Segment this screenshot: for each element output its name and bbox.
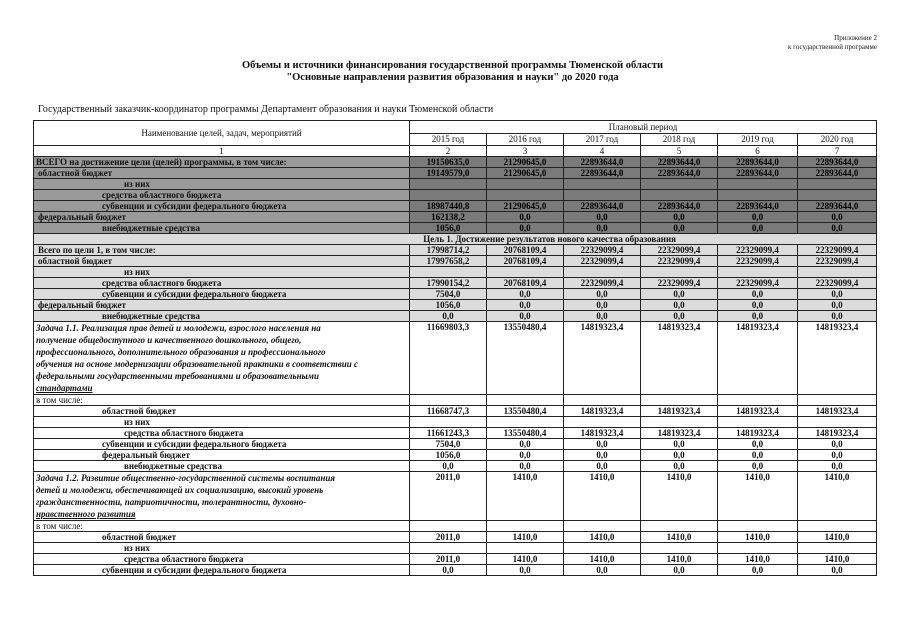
value-cell: 14819323,4 — [641, 406, 718, 417]
value-cell: 1410,0 — [564, 554, 641, 565]
task-text-line: профессионального, дополнительного образования и профессионального — [36, 347, 326, 357]
value-cell — [487, 417, 564, 428]
value-cell: 22893644,0 — [798, 201, 877, 212]
empty-cell — [487, 395, 564, 406]
value-cell: 0,0 — [798, 289, 877, 300]
value-cell: 14819323,4 — [798, 406, 877, 417]
year-header: 2016 год — [487, 133, 564, 146]
header-row-1 — [34, 121, 877, 134]
row-label: средства областного бюджета — [34, 428, 410, 439]
task-text-line: стандартами — [36, 383, 93, 393]
value-cell: 14819323,4 — [718, 428, 798, 439]
value-cell: 0,0 — [641, 300, 718, 311]
value-cell: 20768109,4 — [487, 256, 564, 267]
column-number: 3 — [487, 146, 564, 157]
value-cell: 22329099,4 — [564, 278, 641, 289]
value-cell: 0,0 — [718, 300, 798, 311]
task-breakdown-row — [34, 417, 877, 428]
value-cell: 0,0 — [564, 289, 641, 300]
row-label: средства областного бюджета — [34, 554, 410, 565]
row-label: средства областного бюджета — [34, 190, 410, 201]
value-cell: 22329099,4 — [798, 278, 877, 289]
value-cell: 0,0 — [641, 439, 718, 450]
value-cell: 1410,0 — [798, 472, 877, 521]
empty-cell — [641, 395, 718, 406]
value-cell: 0,0 — [641, 565, 718, 576]
value-cell — [410, 190, 487, 201]
task-text-line: Задача 1.2. Развитие общественно-государственной системы воспитания — [36, 473, 336, 483]
value-cell: 14819323,4 — [798, 428, 877, 439]
value-cell: 0,0 — [798, 439, 877, 450]
value-cell: 0,0 — [410, 311, 487, 322]
empty-cell — [410, 521, 487, 532]
task-breakdown-row — [34, 532, 877, 543]
value-cell: 0,0 — [487, 461, 564, 472]
value-cell: 0,0 — [564, 565, 641, 576]
value-cell: 162138,2 — [410, 212, 487, 223]
document-title — [0, 60, 905, 84]
value-cell — [718, 417, 798, 428]
value-cell: 2011,0 — [410, 532, 487, 543]
row-label: Всего по цели 1, в том числе: — [34, 245, 410, 256]
including-row — [34, 395, 877, 406]
total-breakdown-row — [34, 179, 877, 190]
task-description — [34, 472, 410, 521]
value-cell: 0,0 — [641, 289, 718, 300]
value-cell — [564, 543, 641, 554]
value-cell: 1410,0 — [564, 532, 641, 543]
value-cell — [718, 543, 798, 554]
value-cell: 22893644,0 — [718, 157, 798, 168]
task-breakdown-row — [34, 450, 877, 461]
value-cell: 1410,0 — [487, 472, 564, 521]
row-label: из них — [34, 543, 410, 554]
value-cell: 22893644,0 — [798, 168, 877, 179]
value-cell — [487, 543, 564, 554]
value-cell: 19150635,0 — [410, 157, 487, 168]
row-label: федеральный бюджет — [34, 450, 410, 461]
empty-cell — [564, 521, 641, 532]
column-number: 5 — [641, 146, 718, 157]
value-cell: 0,0 — [718, 439, 798, 450]
task-text-line: гражданственности, патриотичности, толерантности, духовно- — [36, 497, 307, 507]
value-cell: 13550480,4 — [487, 428, 564, 439]
value-cell: 1410,0 — [798, 532, 877, 543]
value-cell: 0,0 — [487, 289, 564, 300]
table-body — [34, 121, 877, 576]
value-cell: 22329099,4 — [564, 256, 641, 267]
customer-line: Государственный заказчик-координатор программы Департамент образования и науки Тюменской области — [38, 104, 494, 115]
row-label: средства областного бюджета — [34, 278, 410, 289]
empty-cell — [487, 521, 564, 532]
year-header: 2018 год — [641, 133, 718, 146]
row-label: субвенции и субсидии федерального бюджета — [34, 201, 410, 212]
value-cell: 14819323,4 — [718, 322, 798, 395]
title-line-2: "Основные направления развития образования и науки" до 2020 года — [286, 72, 619, 83]
value-cell: 1056,0 — [410, 223, 487, 234]
value-cell: 0,0 — [798, 461, 877, 472]
including-label: в том числе: — [34, 521, 410, 532]
goal-total-row — [34, 245, 877, 256]
value-cell: 0,0 — [718, 565, 798, 576]
value-cell — [641, 179, 718, 190]
financing-table — [33, 120, 877, 576]
task-text-line: федеральными государственными требованиями и образовательными — [36, 371, 319, 381]
value-cell: 0,0 — [798, 450, 877, 461]
goal-breakdown-row — [34, 267, 877, 278]
value-cell: 0,0 — [487, 439, 564, 450]
value-cell: 22893644,0 — [798, 157, 877, 168]
value-cell: 14819323,4 — [798, 322, 877, 395]
column-number: 1 — [34, 146, 410, 157]
task-text-line: Задача 1.1. Реализация прав детей и молодежи, взрослого населения на — [36, 323, 321, 333]
value-cell: 2011,0 — [410, 472, 487, 521]
task-row — [34, 322, 877, 395]
title-line-1: Объемы и источники финансирования государственной программы Тюменской области — [241, 60, 664, 71]
row-label: федеральный бюджет — [34, 212, 410, 223]
column-number-row — [34, 146, 877, 157]
value-cell: 20768109,4 — [487, 278, 564, 289]
row-label: федеральный бюджет — [34, 300, 410, 311]
value-cell: 22893644,0 — [564, 201, 641, 212]
value-cell — [718, 267, 798, 278]
column-number: 4 — [564, 146, 641, 157]
value-cell: 0,0 — [487, 565, 564, 576]
value-cell: 13550480,4 — [487, 322, 564, 395]
column-number: 6 — [718, 146, 798, 157]
task-text-line: получение общедоступного и качественного дошкольного, общего, — [36, 335, 302, 345]
value-cell: 21290645,0 — [487, 168, 564, 179]
value-cell: 0,0 — [798, 565, 877, 576]
value-cell: 17990154,2 — [410, 278, 487, 289]
value-cell: 22329099,4 — [798, 245, 877, 256]
value-cell: 11668747,3 — [410, 406, 487, 417]
value-cell: 7504,0 — [410, 289, 487, 300]
task-text-line: обучения на основе модернизации образовательной практики в соответствии с — [36, 359, 359, 369]
value-cell: 2011,0 — [410, 554, 487, 565]
value-cell: 19149579,0 — [410, 168, 487, 179]
value-cell: 21290645,0 — [487, 157, 564, 168]
value-cell: 0,0 — [718, 311, 798, 322]
value-cell — [798, 267, 877, 278]
task-breakdown-row — [34, 543, 877, 554]
value-cell — [410, 179, 487, 190]
value-cell: 0,0 — [718, 212, 798, 223]
total-breakdown-row — [34, 201, 877, 212]
value-cell: 14819323,4 — [718, 406, 798, 417]
value-cell: 0,0 — [798, 223, 877, 234]
value-cell: 22893644,0 — [641, 157, 718, 168]
appendix-line-2: к государственной программе — [788, 43, 877, 51]
total-breakdown-row — [34, 168, 877, 179]
value-cell: 18987440,8 — [410, 201, 487, 212]
value-cell: 1410,0 — [487, 532, 564, 543]
value-cell: 1410,0 — [718, 532, 798, 543]
value-cell: 7504,0 — [410, 439, 487, 450]
value-cell: 22893644,0 — [641, 168, 718, 179]
row-label: ВСЕГО на достижение цели (целей) программы, в том числе: — [34, 157, 410, 168]
value-cell: 0,0 — [564, 300, 641, 311]
value-cell — [564, 417, 641, 428]
goal-breakdown-row — [34, 300, 877, 311]
row-label: субвенции и субсидии федерального бюджета — [34, 565, 410, 576]
value-cell — [487, 190, 564, 201]
goal-label: Цель 1. Достижение результатов нового качества образования — [34, 234, 877, 245]
year-header: 2015 год — [410, 133, 487, 146]
value-cell — [798, 417, 877, 428]
value-cell: 0,0 — [718, 450, 798, 461]
goal-row — [34, 234, 877, 245]
value-cell: 22329099,4 — [641, 245, 718, 256]
total-row — [34, 157, 877, 168]
empty-cell — [718, 395, 798, 406]
value-cell: 0,0 — [641, 212, 718, 223]
value-cell: 0,0 — [487, 223, 564, 234]
value-cell: 0,0 — [564, 311, 641, 322]
row-label: внебюджетные средства — [34, 311, 410, 322]
value-cell: 17997658,2 — [410, 256, 487, 267]
row-label: из них — [34, 267, 410, 278]
row-label: из них — [34, 417, 410, 428]
value-cell: 22329099,4 — [564, 245, 641, 256]
value-cell — [641, 543, 718, 554]
value-cell: 0,0 — [564, 461, 641, 472]
goal-breakdown-row — [34, 278, 877, 289]
row-label: областной бюджет — [34, 168, 410, 179]
value-cell: 11661243,3 — [410, 428, 487, 439]
value-cell: 22893644,0 — [718, 168, 798, 179]
value-cell: 14819323,4 — [641, 322, 718, 395]
value-cell: 0,0 — [410, 565, 487, 576]
including-row — [34, 521, 877, 532]
empty-cell — [641, 521, 718, 532]
value-cell — [410, 417, 487, 428]
task-row — [34, 472, 877, 521]
row-label: областной бюджет — [34, 406, 410, 417]
value-cell: 0,0 — [564, 212, 641, 223]
value-cell — [641, 267, 718, 278]
including-label: в том числе: — [34, 395, 410, 406]
value-cell: 22329099,4 — [641, 256, 718, 267]
value-cell: 22893644,0 — [718, 201, 798, 212]
task-breakdown-row — [34, 439, 877, 450]
value-cell: 22893644,0 — [564, 168, 641, 179]
value-cell: 22329099,4 — [718, 256, 798, 267]
value-cell: 1410,0 — [641, 554, 718, 565]
period-header: Плановый период — [410, 121, 877, 134]
value-cell — [564, 267, 641, 278]
value-cell: 22329099,4 — [798, 256, 877, 267]
goal-breakdown-row — [34, 311, 877, 322]
value-cell: 22893644,0 — [564, 157, 641, 168]
value-cell — [718, 179, 798, 190]
task-text-line: нравственного развития — [36, 509, 136, 519]
value-cell: 0,0 — [487, 450, 564, 461]
row-label: внебюджетные средства — [34, 461, 410, 472]
task-description — [34, 322, 410, 395]
value-cell: 14819323,4 — [564, 406, 641, 417]
value-cell: 22329099,4 — [718, 278, 798, 289]
value-cell: 13550480,4 — [487, 406, 564, 417]
value-cell: 1410,0 — [641, 532, 718, 543]
task-breakdown-row — [34, 554, 877, 565]
value-cell: 0,0 — [641, 223, 718, 234]
value-cell — [798, 179, 877, 190]
value-cell: 1056,0 — [410, 450, 487, 461]
value-cell: 0,0 — [410, 461, 487, 472]
name-header: Наименование целей, задач, мероприятий — [34, 121, 410, 146]
value-cell: 0,0 — [564, 223, 641, 234]
empty-cell — [564, 395, 641, 406]
value-cell: 22329099,4 — [718, 245, 798, 256]
value-cell — [641, 417, 718, 428]
task-breakdown-row — [34, 406, 877, 417]
value-cell: 1410,0 — [564, 472, 641, 521]
year-header: 2019 год — [718, 133, 798, 146]
value-cell: 0,0 — [641, 311, 718, 322]
value-cell: 1410,0 — [798, 554, 877, 565]
row-label: субвенции и субсидии федерального бюджета — [34, 289, 410, 300]
value-cell: 17998714,2 — [410, 245, 487, 256]
value-cell — [798, 190, 877, 201]
appendix-line-1: Приложение 2 — [834, 34, 877, 42]
value-cell — [487, 267, 564, 278]
value-cell — [487, 179, 564, 190]
value-cell — [718, 190, 798, 201]
row-label: субвенции и субсидии федерального бюджета — [34, 439, 410, 450]
value-cell: 20768109,4 — [487, 245, 564, 256]
value-cell: 14819323,4 — [564, 428, 641, 439]
value-cell — [410, 543, 487, 554]
value-cell: 0,0 — [564, 439, 641, 450]
value-cell: 22893644,0 — [641, 201, 718, 212]
value-cell: 21290645,0 — [487, 201, 564, 212]
value-cell: 0,0 — [487, 300, 564, 311]
value-cell: 1056,0 — [410, 300, 487, 311]
row-label: внебюджетные средства — [34, 223, 410, 234]
empty-cell — [798, 521, 877, 532]
value-cell: 0,0 — [487, 212, 564, 223]
value-cell: 14819323,4 — [641, 428, 718, 439]
value-cell — [798, 543, 877, 554]
value-cell: 0,0 — [798, 300, 877, 311]
total-breakdown-row — [34, 212, 877, 223]
goal-breakdown-row — [34, 289, 877, 300]
goal-breakdown-row — [34, 256, 877, 267]
empty-cell — [410, 395, 487, 406]
task-text-line: детей и молодежи, обеспечивающей их социализацию, высокий уровень — [36, 485, 324, 495]
row-label: областной бюджет — [34, 256, 410, 267]
value-cell: 0,0 — [718, 289, 798, 300]
year-header: 2017 год — [564, 133, 641, 146]
total-breakdown-row — [34, 190, 877, 201]
value-cell: 0,0 — [718, 461, 798, 472]
total-breakdown-row — [34, 223, 877, 234]
value-cell: 1410,0 — [487, 554, 564, 565]
value-cell: 11669803,3 — [410, 322, 487, 395]
value-cell: 0,0 — [487, 311, 564, 322]
value-cell: 1410,0 — [641, 472, 718, 521]
task-breakdown-row — [34, 428, 877, 439]
task-breakdown-row — [34, 461, 877, 472]
value-cell — [641, 190, 718, 201]
year-header: 2020 год — [798, 133, 877, 146]
value-cell: 0,0 — [641, 461, 718, 472]
value-cell: 0,0 — [564, 450, 641, 461]
value-cell: 0,0 — [798, 311, 877, 322]
row-label: областной бюджет — [34, 532, 410, 543]
value-cell: 22329099,4 — [641, 278, 718, 289]
column-number: 7 — [798, 146, 877, 157]
value-cell: 0,0 — [718, 223, 798, 234]
value-cell — [410, 267, 487, 278]
value-cell — [564, 190, 641, 201]
row-label: из них — [34, 179, 410, 190]
value-cell: 14819323,4 — [564, 322, 641, 395]
value-cell: 1410,0 — [718, 554, 798, 565]
empty-cell — [718, 521, 798, 532]
task-breakdown-row — [34, 565, 877, 576]
empty-cell — [798, 395, 877, 406]
appendix-note — [788, 34, 877, 52]
column-number: 2 — [410, 146, 487, 157]
value-cell: 0,0 — [798, 212, 877, 223]
value-cell: 0,0 — [641, 450, 718, 461]
value-cell: 1410,0 — [718, 472, 798, 521]
value-cell — [564, 179, 641, 190]
